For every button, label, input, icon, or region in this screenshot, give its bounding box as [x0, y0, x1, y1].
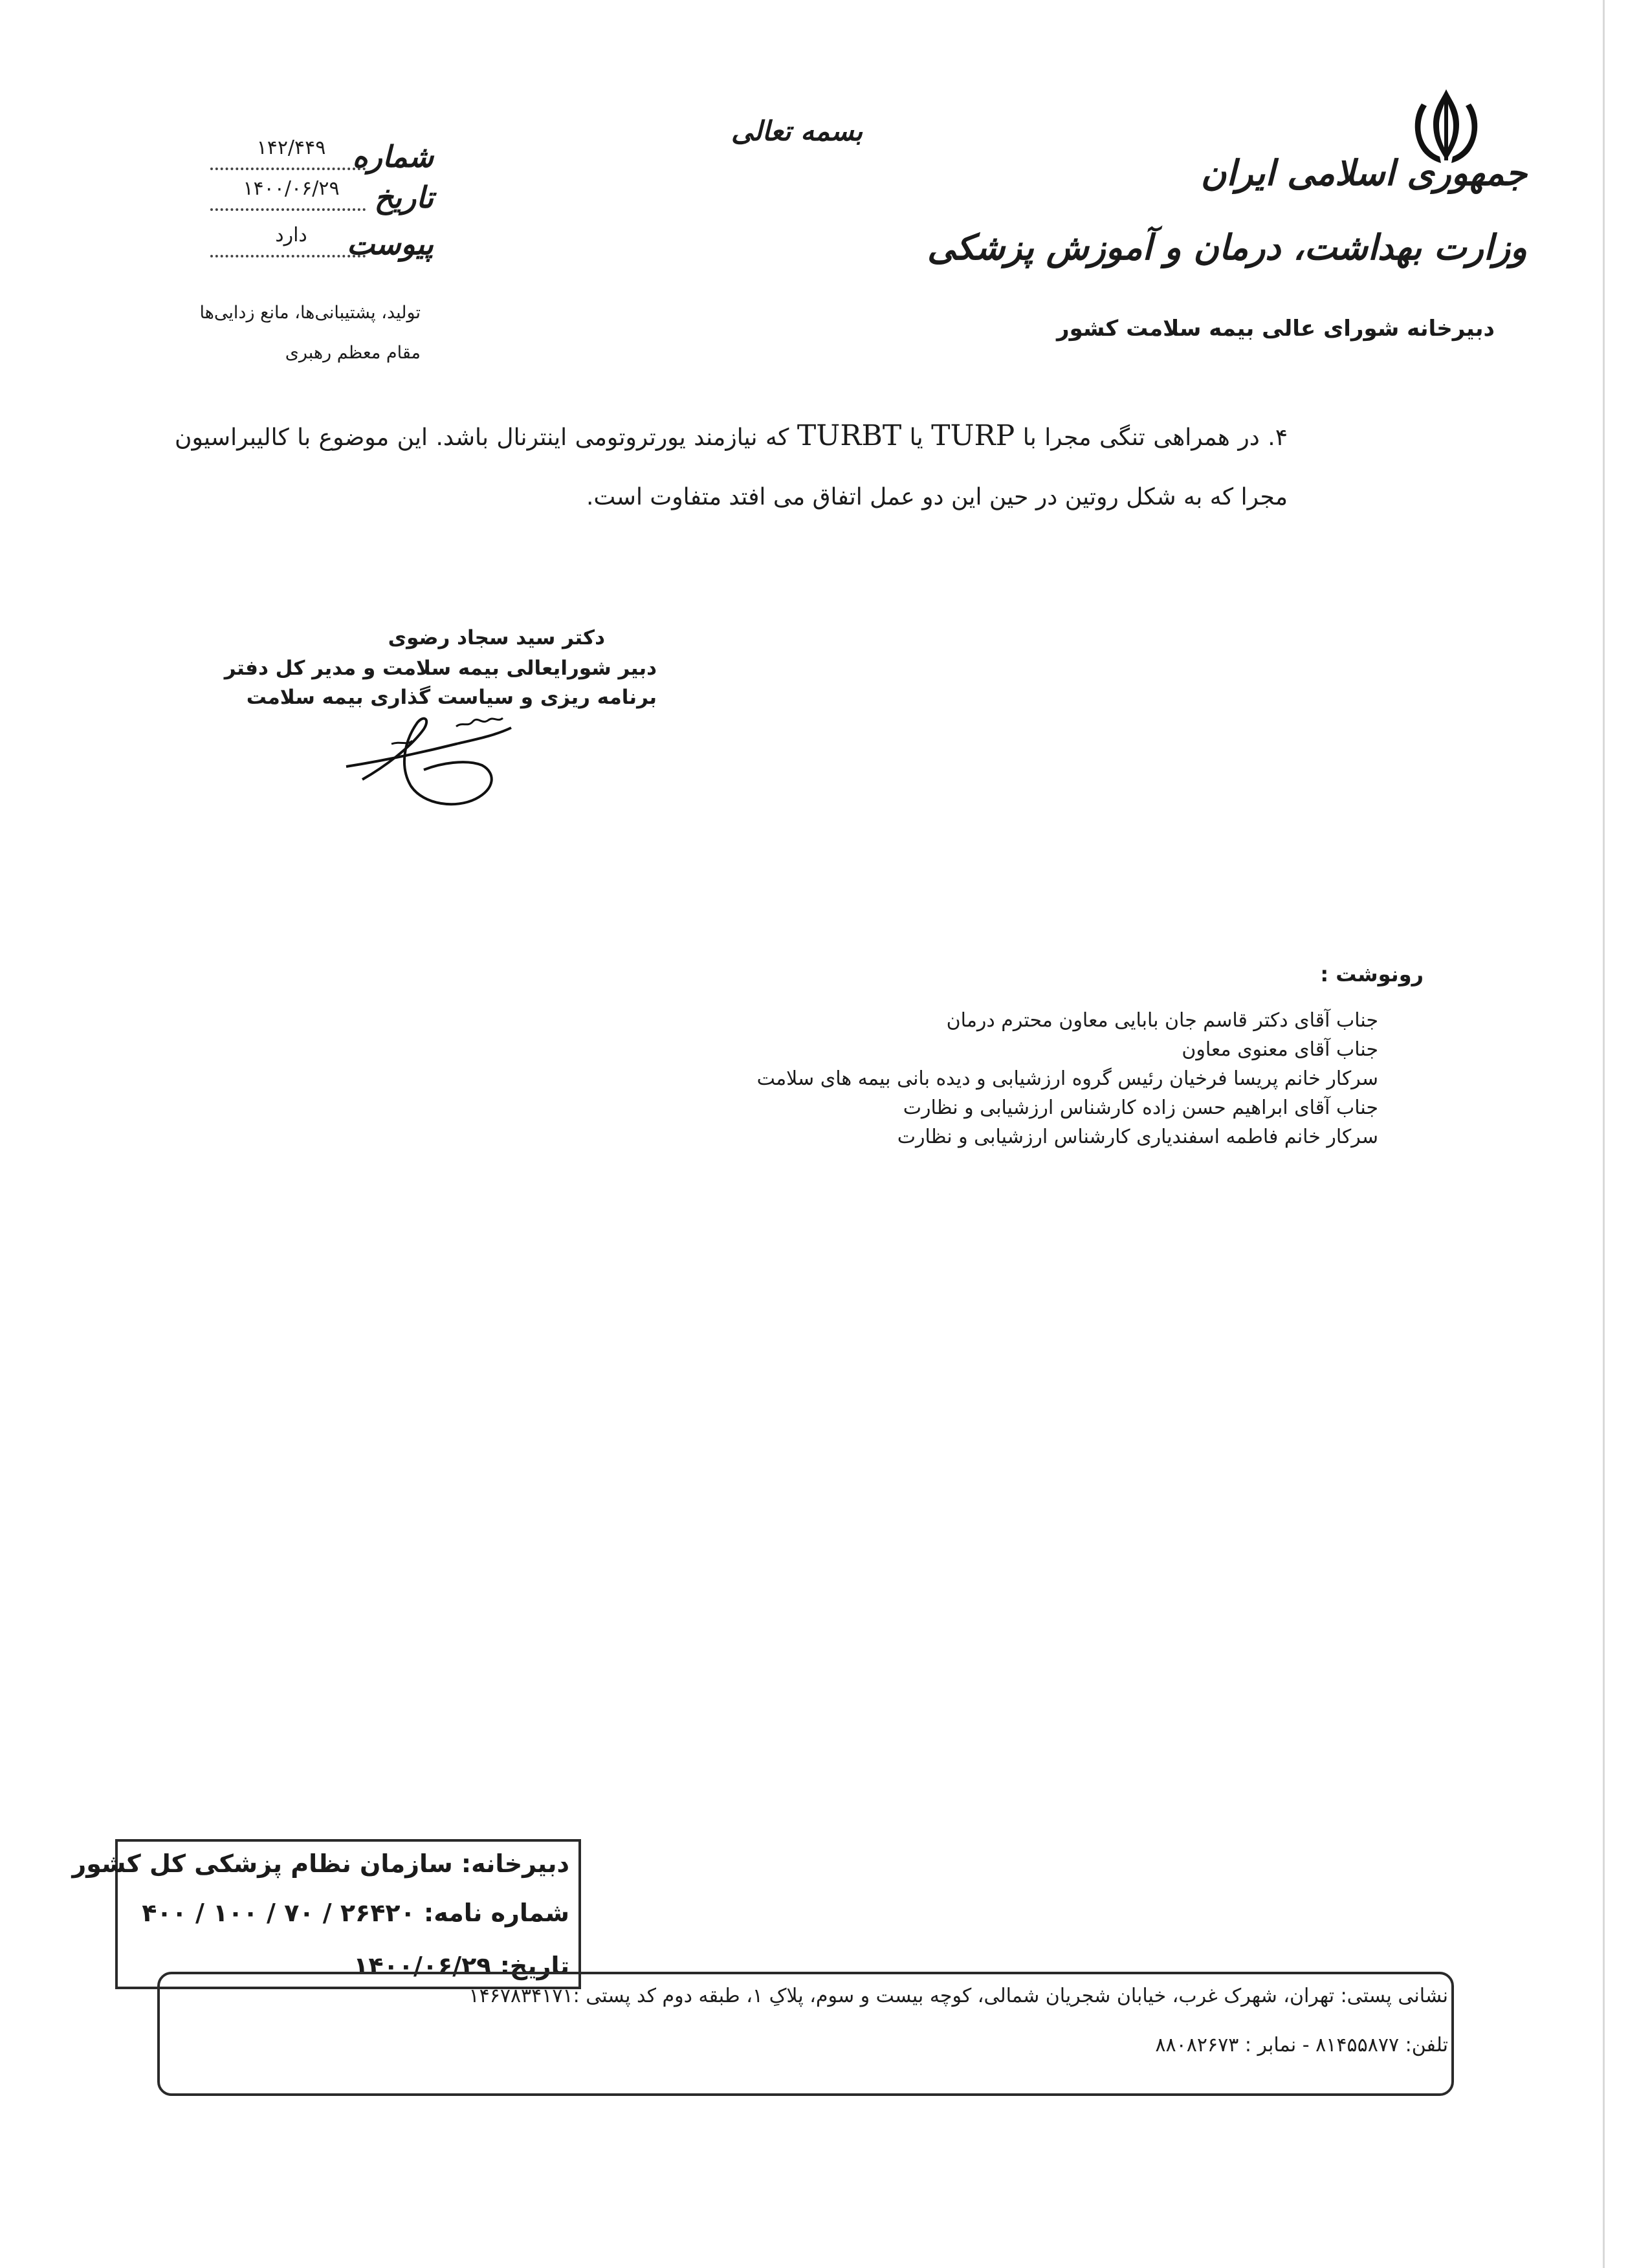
ministry-name-line: وزارت بهداشت، درمان و آموزش پزشکی [927, 226, 1527, 268]
ministry-country-line: جمهوری اسلامی ایران [1200, 152, 1527, 193]
cc-recipient: جناب آقای معنوی معاون [1182, 1038, 1378, 1061]
date-value: ۱۴۰۰/۰۶/۲۹ [243, 177, 340, 200]
cc-recipient: سرکار خانم فاطمه اسفندیاری کارشناس ارزشیابی و نظارت [897, 1126, 1378, 1148]
year-slogan: تولید، پشتیبانی‌ها، مانع زدایی‌ها [199, 303, 421, 323]
turp-term: TURP [931, 419, 1015, 452]
number-value: ۱۴۲/۴۴۹ [256, 136, 326, 159]
postal-address: نشانی پستی: تهران، شهرک غرب، خیابان شجریان شمالی، کوچه بیست و سوم، پلاکِ ۱، طبقه دوم کد پستی :۱۴۶۷۸۳۴۱۷۱ [468, 1985, 1448, 2007]
signatory-title-line1: دبیر شورایعالی بیمه سلامت و مدیر کل دفتر [224, 657, 657, 680]
date-label: تاریخ [374, 180, 434, 215]
phone-fax: تلفن: ۸۱۴۵۵۸۷۷ - نمابر : ۸۸۰۸۲۶۷۳ [1155, 2034, 1448, 2056]
cc-heading: رونوشت : [1320, 962, 1424, 987]
cc-recipient: جناب آقای ابراهیم حسن زاده کارشناس ارزشیابی و نظارت [903, 1096, 1378, 1119]
letter-date-row [201, 177, 434, 225]
number-dotted-line [210, 168, 366, 170]
slogan-attribution: مقام معظم رهبری [285, 343, 421, 363]
date-dotted-line [210, 208, 366, 211]
stamp-date: تاریخ: ۱۴۰۰/۰۶/۲۹ [353, 1952, 569, 1980]
cc-recipient: جناب آقای دکتر قاسم جان بابایی معاون محترم درمان [946, 1009, 1378, 1032]
number-label: شماره [352, 139, 434, 174]
attachment-value: دارد [275, 224, 307, 246]
signatory-name: دکتر سید سجاد رضوی [388, 626, 605, 649]
turbt-term: TURBT [797, 419, 902, 452]
cc-recipient-list [757, 1006, 1378, 1151]
letter-attachment-row [201, 226, 434, 272]
council-secretariat-title: دبیرخانه شورای عالی بیمه سلامت کشور [1057, 316, 1495, 342]
body-text-rest: که نیازمند یورتروتومی اینترنال باشد. این موضوع با کالیبراسیون مجرا که به شکل روتین در حین این دو عمل اتفاق می افتد متفاوت است. [175, 424, 1288, 510]
attachment-label: پیوست [346, 226, 434, 261]
cc-recipient: سرکار خانم پریسا فرخیان رئیس گروه ارزشیابی و دیده بانی بیمه های سلامت [756, 1067, 1378, 1090]
body-text-or: یا [909, 424, 923, 451]
registration-stamp [72, 1839, 581, 1989]
signatory-title-line2: برنامه ریزی و سیاست گذاری بیمه سلامت [246, 686, 657, 709]
attachment-dotted-line [210, 255, 366, 257]
footer-address-box [157, 1972, 1454, 2096]
body-text-start: ۴. در همراهی تنگی مجرا با [1022, 424, 1288, 451]
handwritten-signature [327, 682, 527, 812]
body-paragraph [175, 406, 1288, 527]
bismillah-heading: بسمه تعالی [731, 115, 863, 147]
stamp-letter-number: شماره نامه: ۲۶۴۲۰ / ۷۰ / ۱۰۰ / ۴۰۰ [142, 1899, 569, 1927]
paper-edge-shadow [1603, 0, 1605, 2268]
stamp-secretariat: دبیرخانه: سازمان نظام پزشکی کل کشور [72, 1849, 569, 1878]
